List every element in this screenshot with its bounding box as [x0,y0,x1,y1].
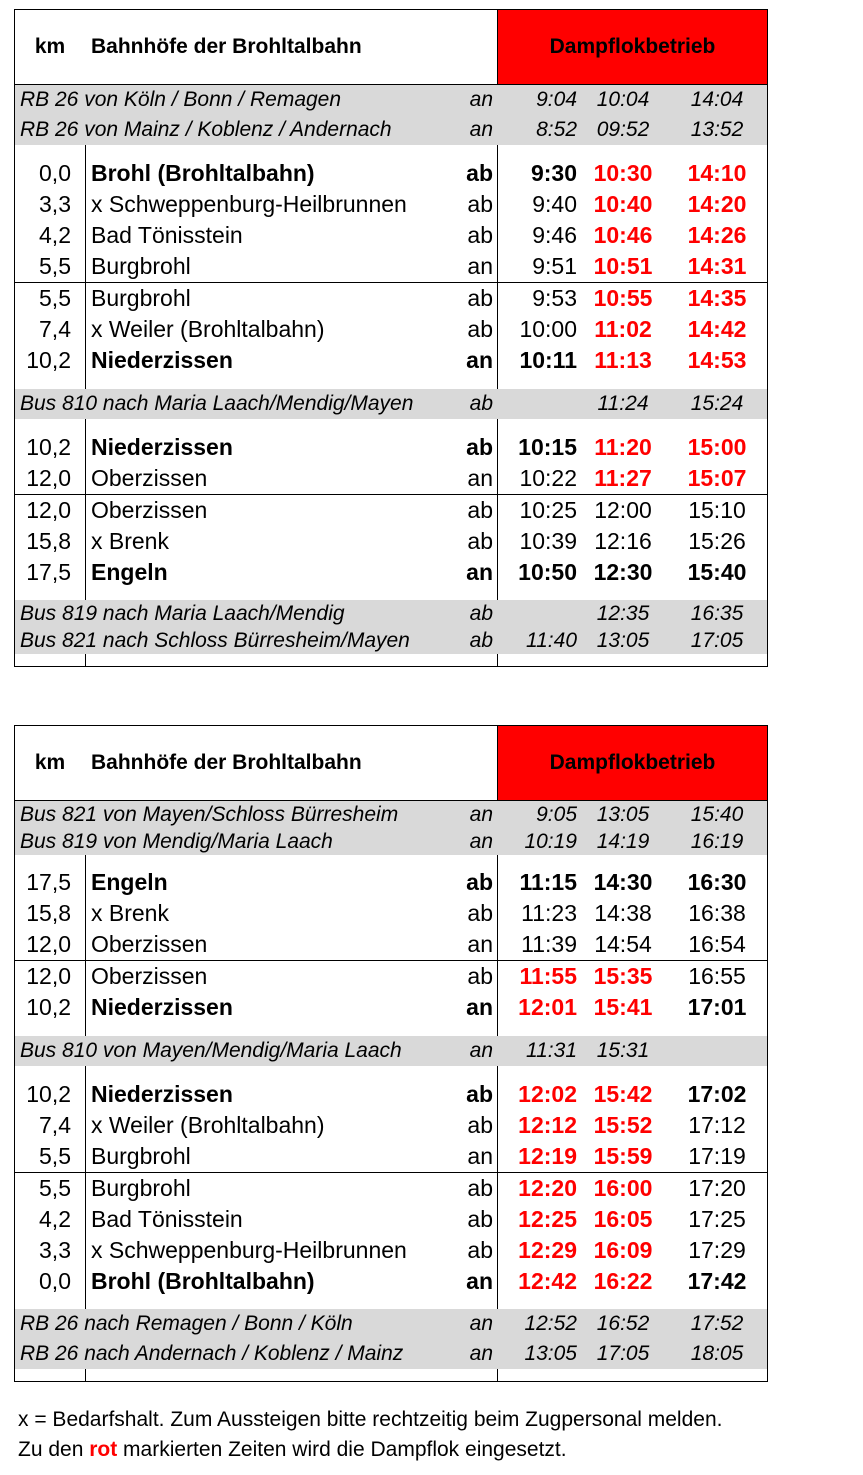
station-row [15,494,767,526]
station-name: Oberzissen [91,465,208,491]
station-row [15,557,767,588]
time-cell: 14:19 [596,829,650,853]
time-cell: 11:40 [526,628,577,652]
arrival-departure: an [469,829,493,853]
station-name: x Weiler (Brohltalbahn) [91,1112,325,1138]
km-value: 10,2 [26,347,71,373]
connection-row [15,1309,767,1339]
time-cell: 11:23 [521,900,577,926]
time-cell: 11:15 [519,869,577,895]
time-cell: 12:16 [594,528,652,554]
km-column-header: km [34,751,66,774]
time-cell: 17:01 [687,994,747,1020]
time-cell: 12:30 [593,559,653,585]
table-header [15,10,767,85]
steam-service-header: Dampflokbetrieb [497,726,767,800]
station-row [15,960,767,992]
arrival-departure: an [469,1039,493,1062]
time-cell: 11:13 [594,347,652,373]
stations-column-header: Bahnhöfe der Brohltalbahn [91,751,362,774]
arrival-departure: ab [467,1237,493,1263]
connection-label: RB 26 von Mainz / Koblenz / Andernach [20,118,392,141]
connection-label: Bus 819 nach Maria Laach/Mendig [20,601,345,625]
time-cell: 12:35 [596,601,650,625]
row-spacer [15,654,767,666]
arrival-departure: an [469,1342,493,1365]
arrival-departure: ab [467,497,493,523]
station-name: Niederzissen [91,347,233,373]
time-cell: 11:27 [594,465,652,491]
time-cell: 15:10 [688,497,746,523]
arrival-departure: ab [466,869,493,895]
connection-label: RB 26 nach Andernach / Koblenz / Mainz [20,1342,404,1365]
time-cell: 15:35 [593,963,653,989]
time-cell: 10:22 [519,465,577,491]
row-spacer [15,419,767,432]
km-value: 0,0 [39,160,71,186]
time-cell: 11:31 [526,1039,577,1062]
time-cell: 16:09 [593,1237,653,1263]
connection-row [15,828,767,855]
time-cell [505,600,577,627]
time-cell: 15:52 [593,1112,653,1138]
km-value: 7,4 [39,316,71,342]
table-body [15,85,767,666]
time-cell: 16:52 [596,1312,650,1335]
time-cell: 15:24 [690,392,744,415]
station-name: x Schweppenburg-Heilbrunnen [91,1237,407,1263]
timetable-return [14,725,768,1382]
time-cell: 10:40 [593,191,653,217]
time-cell: 10:51 [593,253,653,279]
time-cell: 15:59 [593,1143,653,1169]
time-cell: 10:46 [593,222,653,248]
arrival-departure: an [469,88,493,111]
station-name: Niederzissen [91,1081,233,1107]
time-cell: 14:04 [690,88,744,111]
arrival-departure: ab [466,1081,493,1107]
arrival-departure: an [467,931,493,957]
time-cell: 15:40 [690,802,744,826]
station-row [15,1172,767,1204]
time-cell: 17:42 [687,1268,747,1294]
connection-label: RB 26 von Köln / Bonn / Remagen [20,88,342,111]
station-row [15,898,767,929]
connection-label: RB 26 nach Remagen / Bonn / Köln [20,1312,353,1335]
station-row [15,867,767,898]
time-cell: 13:52 [690,118,744,141]
row-spacer [15,1369,767,1381]
time-cell: 17:19 [688,1143,746,1169]
row-spacer [15,1297,767,1309]
station-row [15,1266,767,1297]
footnote-steam [18,1438,567,1462]
km-value: 15,8 [26,528,71,554]
station-row [15,345,767,376]
time-cell: 14:42 [687,316,747,342]
connection-label: Bus 819 von Mendig/Maria Laach [20,829,333,853]
time-cell: 09:52 [596,118,650,141]
time-cell: 10:04 [596,88,650,111]
time-cell: 9:05 [536,802,577,826]
time-cell: 8:52 [536,118,577,141]
arrival-departure: an [469,802,493,826]
time-cell: 16:54 [688,931,746,957]
connection-row [15,85,767,115]
station-row [15,432,767,463]
time-cell: 10:30 [593,160,653,186]
footnote-red-word: rot [89,1438,118,1461]
station-name: Oberzissen [91,497,208,523]
connection-label: Bus 821 von Mayen/Schloss Bürresheim [20,802,399,826]
km-value: 3,3 [39,191,71,217]
time-cell: 16:22 [593,1268,653,1294]
arrival-departure: ab [467,1206,493,1232]
arrival-departure: ab [467,191,493,217]
steam-service-header: Dampflokbetrieb [497,10,767,84]
time-cell: 12:52 [524,1312,577,1335]
row-spacer [15,588,767,600]
arrival-departure: an [466,347,493,373]
station-row [15,929,767,960]
station-row [15,992,767,1023]
table-header [15,726,767,801]
time-cell: 11:20 [594,434,652,460]
time-cell: 10:19 [524,829,577,853]
row-spacer [15,376,767,389]
arrival-departure: ab [466,160,493,186]
time-cell [505,389,577,419]
station-row [15,314,767,345]
arrival-departure: ab [466,434,493,460]
station-row [15,1204,767,1235]
time-cell: 13:05 [596,802,650,826]
connection-row [15,389,767,419]
arrival-departure: an [466,559,493,585]
time-cell: 15:31 [596,1039,650,1062]
time-cell: 10:15 [518,434,577,460]
time-cell: 14:53 [687,347,747,373]
time-cell: 10:00 [519,316,577,342]
footnote-text: Zu den [18,1438,90,1461]
time-cell: 16:55 [688,963,746,989]
connection-row [15,801,767,828]
station-name: Bad Tönisstein [91,1206,243,1232]
arrival-departure: ab [467,316,493,342]
arrival-departure: ab [467,222,493,248]
time-cell: 11:39 [521,931,577,957]
time-cell: 9:53 [532,285,577,311]
station-name: Oberzissen [91,931,208,957]
time-cell: 10:50 [518,559,577,585]
footnote-on-demand: x = Bedarfshalt. Zum Aussteigen bitte rechtzeitig beim Zugpersonal melden. [18,1408,723,1431]
arrival-departure: an [467,465,493,491]
time-cell: 13:05 [596,628,650,652]
time-cell: 12:20 [518,1175,577,1201]
station-row [15,220,767,251]
station-name: Brohl (Brohltalbahn) [91,160,315,186]
row-spacer [15,855,767,867]
station-row [15,1110,767,1141]
connection-row [15,600,767,627]
time-cell: 15:40 [687,559,747,585]
arrival-departure: an [467,253,493,279]
km-value: 7,4 [39,1112,71,1138]
time-cell: 17:52 [690,1312,744,1335]
connection-label: Bus 810 von Mayen/Mendig/Maria Laach [20,1039,402,1062]
row-spacer [15,1023,767,1036]
time-cell: 16:38 [688,900,746,926]
km-value: 5,5 [39,1175,71,1201]
station-row [15,1235,767,1266]
station-row [15,526,767,557]
station-name: x Weiler (Brohltalbahn) [91,316,325,342]
time-cell: 14:26 [687,222,747,248]
time-cell: 11:24 [597,392,649,415]
time-cell: 17:12 [688,1112,746,1138]
time-cell: 17:20 [688,1175,746,1201]
time-cell: 15:26 [688,528,746,554]
arrival-departure: an [466,1268,493,1294]
time-cell: 15:41 [593,994,653,1020]
station-row [15,282,767,314]
arrival-departure: ab [469,392,493,415]
time-cell: 9:51 [532,253,577,279]
arrival-departure: an [469,1312,493,1335]
km-value: 17,5 [26,559,71,585]
time-cell: 14:38 [594,900,652,926]
station-row [15,251,767,282]
time-cell: 11:02 [594,316,652,342]
connection-row [15,1339,767,1369]
connection-label: Bus 821 nach Schloss Bürresheim/Mayen [20,628,410,652]
station-name: Burgbrohl [91,285,191,311]
time-cell: 17:25 [688,1206,746,1232]
station-row [15,463,767,494]
row-spacer [15,145,767,158]
arrival-departure: ab [467,900,493,926]
time-cell: 17:29 [688,1237,746,1263]
time-cell: 15:42 [593,1081,653,1107]
time-cell: 10:25 [519,497,577,523]
time-cell: 14:31 [687,253,747,279]
km-value: 15,8 [26,900,71,926]
time-cell: 12:42 [518,1268,577,1294]
footnote-text: markierten Zeiten wird die Dampflok eingesetzt. [117,1438,567,1461]
km-value: 4,2 [39,1206,71,1232]
km-value: 10,2 [26,994,71,1020]
time-cell: 14:35 [687,285,747,311]
station-name: Burgbrohl [91,1175,191,1201]
station-name: Brohl (Brohltalbahn) [91,1268,315,1294]
arrival-departure: ab [467,528,493,554]
station-name: Oberzissen [91,963,208,989]
time-cell: 15:07 [687,465,747,491]
time-cell: 12:00 [594,497,652,523]
station-name: Engeln [91,869,168,895]
km-value: 5,5 [39,285,71,311]
km-value: 17,5 [26,869,71,895]
km-value: 10,2 [26,1081,71,1107]
time-cell: 14:30 [593,869,653,895]
connection-row [15,627,767,654]
time-cell: 12:02 [518,1081,577,1107]
time-cell: 12:29 [518,1237,577,1263]
station-row [15,1141,767,1172]
station-name: Burgbrohl [91,253,191,279]
station-row [15,158,767,189]
time-cell: 11:55 [519,963,577,989]
arrival-departure: an [467,1143,493,1169]
arrival-departure: ab [467,285,493,311]
stations-column-header: Bahnhöfe der Brohltalbahn [91,35,362,58]
time-cell [679,1036,755,1066]
time-cell: 16:05 [593,1206,653,1232]
time-cell: 10:11 [519,347,577,373]
km-value: 12,0 [26,963,71,989]
time-cell: 16:19 [690,829,744,853]
arrival-departure: ab [469,628,493,652]
time-cell: 14:20 [687,191,747,217]
station-name: x Brenk [91,900,169,926]
time-cell: 17:05 [596,1342,650,1365]
time-cell: 9:46 [532,222,577,248]
km-value: 4,2 [39,222,71,248]
time-cell: 13:05 [524,1342,577,1365]
km-column-header: km [34,35,66,58]
arrival-departure: ab [467,1112,493,1138]
connection-label: Bus 810 nach Maria Laach/Mendig/Mayen [20,392,414,415]
km-value: 10,2 [26,434,71,460]
station-name: x Brenk [91,528,169,554]
station-name: Niederzissen [91,434,233,460]
time-cell: 16:00 [593,1175,653,1201]
arrival-departure: ab [469,601,493,625]
arrival-departure: ab [467,963,493,989]
km-value: 5,5 [39,1143,71,1169]
time-cell: 10:55 [593,285,653,311]
km-value: 0,0 [39,1268,71,1294]
arrival-departure: ab [467,1175,493,1201]
time-cell: 14:54 [594,931,652,957]
timetable-outbound [14,9,768,667]
time-cell: 16:30 [687,869,747,895]
km-value: 12,0 [26,931,71,957]
time-cell: 12:01 [518,994,577,1020]
time-cell: 17:02 [687,1081,747,1107]
arrival-departure: an [466,994,493,1020]
time-cell: 9:30 [530,160,577,186]
station-name: Bad Tönisstein [91,222,243,248]
time-cell: 9:40 [532,191,577,217]
km-value: 3,3 [39,1237,71,1263]
km-value: 5,5 [39,253,71,279]
time-cell: 10:39 [519,528,577,554]
table-body [15,801,767,1381]
station-name: Niederzissen [91,994,233,1020]
station-row [15,1079,767,1110]
km-value: 12,0 [26,465,71,491]
time-cell: 12:25 [518,1206,577,1232]
km-value: 12,0 [26,497,71,523]
station-name: Engeln [91,559,168,585]
time-cell: 9:04 [536,88,577,111]
connection-row [15,115,767,145]
station-row [15,189,767,220]
station-name: Burgbrohl [91,1143,191,1169]
time-cell: 17:05 [690,628,744,652]
arrival-departure: an [469,118,493,141]
time-cell: 16:35 [690,601,744,625]
time-cell: 12:12 [518,1112,577,1138]
connection-row [15,1036,767,1066]
time-cell: 18:05 [690,1342,744,1365]
time-cell: 12:19 [518,1143,577,1169]
row-spacer [15,1066,767,1079]
time-cell: 15:00 [687,434,747,460]
time-cell: 14:10 [687,160,747,186]
station-name: x Schweppenburg-Heilbrunnen [91,191,407,217]
